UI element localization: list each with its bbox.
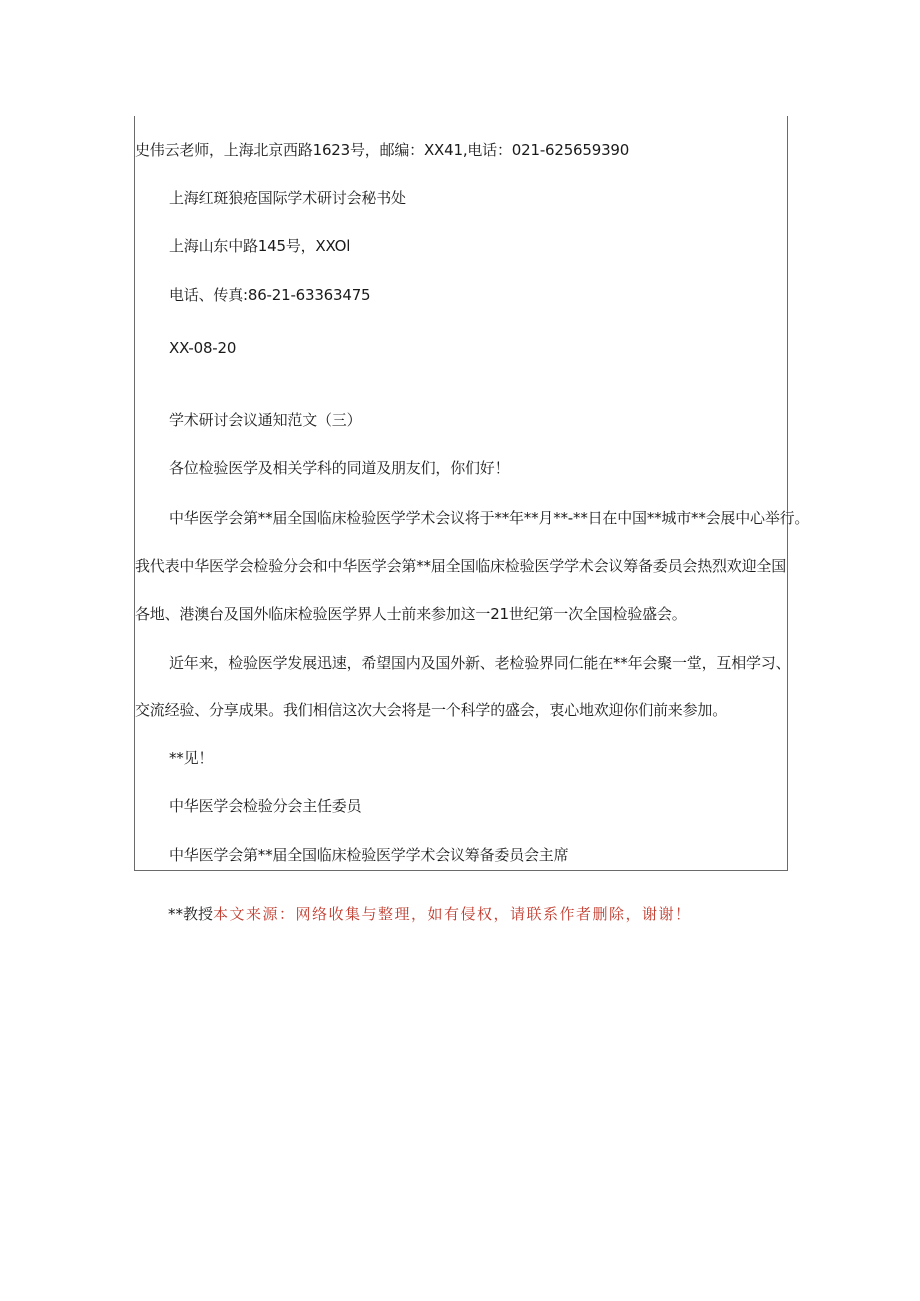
greeting: 各位检验医学及相关学科的同道及朋友们，你们好！ [169,459,510,477]
source-note: 本文来源：网络收集与整理，如有侵权，请联系作者删除，谢谢！ [213,905,692,923]
section-title: 学术研讨会议通知范文（三） [169,411,362,429]
phone-fax: 电话、传真:86-21-63363475 [169,286,371,304]
paragraph-line: 我代表中华医学会检验分会和中华医学会第**届全国临床检验医学学术会议筹备委员会热烈欢迎全国 [135,557,787,575]
professor-label: **教授 [168,905,214,923]
contact-line: 史伟云老师，上海北京西路1623号，邮编：XX41,电话：021-625659390 [135,141,630,159]
closing: **见！ [169,749,214,767]
signature-line: 中华医学会检验分会主任委员 [169,797,362,815]
paragraph-line: 近年来，检验医学发展迅速，希望国内及国外新、老检验界同仁能在**年会聚一堂，互相学习、 [169,654,791,672]
paragraph-line: 各地、港澳台及国外临床检验医学界人士前来参加这一21世纪第一次全国检验盛会。 [135,605,687,623]
footer-line [168,904,692,924]
paragraph-line: 中华医学会第**届全国临床检验医学学术会议将于**年**月**-**日在中国**城市**会展中心举行。 [169,509,810,527]
signature-line: 中华医学会第**届全国临床检验医学学术会议筹备委员会主席 [169,846,569,864]
secretariat-name: 上海红斑狼疮国际学术研讨会秘书处 [169,189,406,207]
date-line: XX-08-20 [169,339,237,357]
paragraph-line: 交流经验、分享成果。我们相信这次大会将是一个科学的盛会，衷心地欢迎你们前来参加。 [135,701,728,719]
document-frame [134,116,810,871]
secretariat-address: 上海山东中路145号，XXOl [169,237,351,255]
